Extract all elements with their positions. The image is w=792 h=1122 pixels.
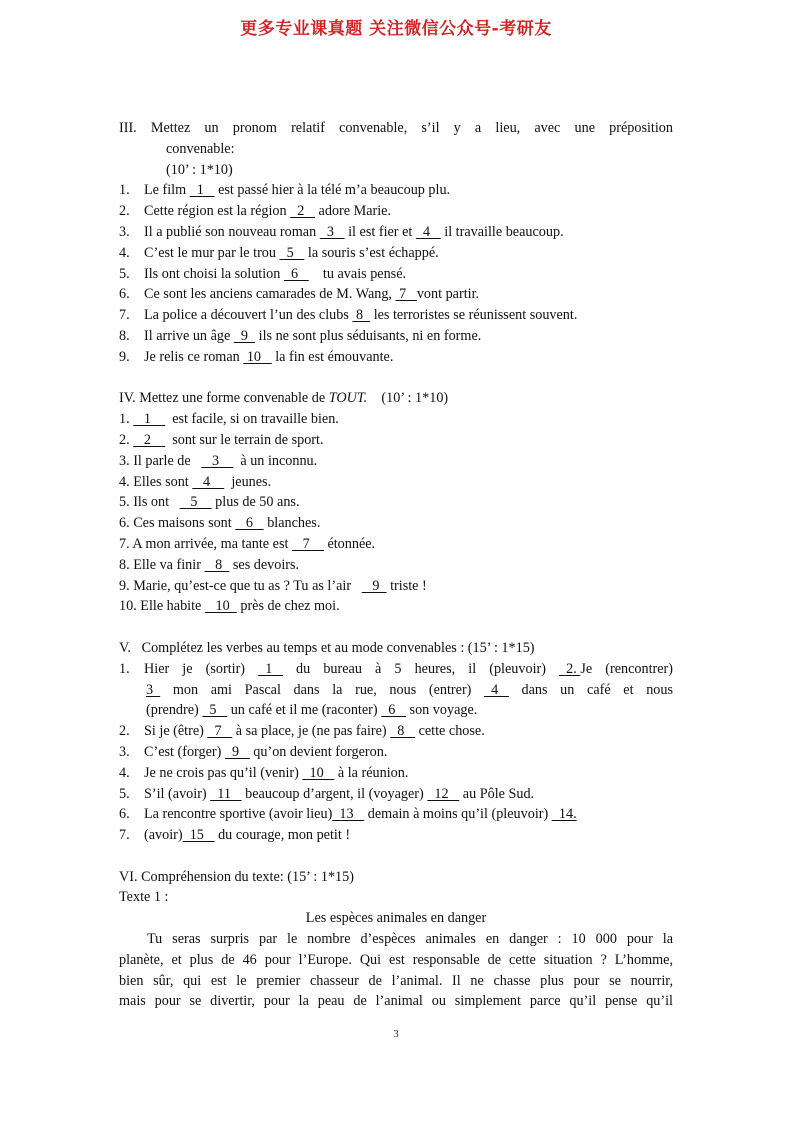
answer-blank[interactable]: 8 <box>390 723 416 740</box>
item-text: Ce sont les anciens camarades de M. Wang, <box>144 286 396 303</box>
exercise-item <box>119 243 673 264</box>
exercise-item <box>119 721 673 742</box>
exercise-item <box>119 305 673 326</box>
answer-blank[interactable]: 11 <box>210 785 242 802</box>
item-number: 9. <box>119 348 130 365</box>
item-text: tu avais pensé. <box>308 265 407 282</box>
exercise-item <box>119 264 673 285</box>
answer-blank[interactable]: 4 <box>484 681 509 698</box>
item-text: A mon arrivée, ma tante est <box>129 535 292 552</box>
item-line <box>119 659 673 680</box>
item-number: 5. <box>119 494 130 511</box>
item-text: plus de 50 ans. <box>211 494 300 511</box>
item-text: C’est (forger) <box>144 743 225 760</box>
answer-blank[interactable]: 9 <box>233 327 256 344</box>
answer-blank[interactable]: 15 <box>182 827 215 844</box>
item-text: Elles sont <box>129 473 193 490</box>
section-3-title-cont: convenable: <box>166 140 235 157</box>
item-text: Je ne crois pas qu’il (venir) <box>144 764 303 781</box>
spacer <box>119 368 673 389</box>
answer-blank[interactable]: 10 <box>302 764 335 781</box>
exercise-item <box>119 409 673 430</box>
item-text: il est fier et <box>344 223 416 240</box>
item-number: 2. <box>119 431 130 448</box>
answer-blank[interactable]: 2. <box>559 660 581 677</box>
item-text: Elle va finir <box>129 556 205 573</box>
item-number: 1. <box>119 182 130 199</box>
exercise-item <box>119 326 673 347</box>
answer-blank[interactable]: 13 <box>332 806 365 823</box>
exercise-item <box>119 784 673 805</box>
item-text: Ils ont choisi la solution <box>144 265 284 282</box>
item-text: ses devoirs. <box>229 556 300 573</box>
exercise-item <box>119 534 673 555</box>
item-number: 7. <box>119 827 130 844</box>
item-number: 4. <box>119 764 130 781</box>
item-number: 4. <box>119 244 130 261</box>
section-4-title <box>119 388 673 409</box>
answer-blank[interactable]: 2 <box>133 431 166 448</box>
answer-blank[interactable]: 1 <box>133 411 166 428</box>
section-4-title-emphasis: TOUT. <box>328 390 368 407</box>
item-number: 5. <box>119 265 130 282</box>
item-text: Elle habite <box>136 598 205 615</box>
exercise-item <box>119 576 673 597</box>
item-number: 8. <box>119 556 130 573</box>
item-text: est facile, si on travaille bien. <box>165 411 339 428</box>
item-number: 5. <box>119 785 130 802</box>
section-6 <box>119 867 673 1013</box>
answer-blank[interactable]: 9 <box>361 577 387 594</box>
exercise-item <box>119 596 673 617</box>
answer-blank[interactable]: 4 <box>415 223 441 240</box>
item-text: son voyage. <box>406 702 478 719</box>
answer-blank[interactable]: 7 <box>207 723 233 740</box>
answer-blank[interactable]: 5 <box>279 244 305 261</box>
item-line <box>119 680 673 701</box>
item-number: 9. <box>119 577 130 594</box>
item-text: blanches. <box>263 515 321 532</box>
item-text: les terroristes se réunissent souvent. <box>370 307 578 324</box>
section-5 <box>119 638 673 846</box>
answer-blank[interactable]: 3 <box>146 681 161 698</box>
exercise-item <box>119 180 673 201</box>
item-number: 3. <box>119 452 130 469</box>
item-text: Je relis ce roman <box>144 348 244 365</box>
item-text: cette chose. <box>415 723 485 740</box>
item-text: Il parle de <box>129 452 202 469</box>
item-text: à sa place, je (ne pas faire) <box>232 723 391 740</box>
answer-blank[interactable]: 4 <box>192 473 225 490</box>
item-text: Marie, qu’est-ce que tu as ? Tu as l’air <box>129 577 362 594</box>
answer-blank[interactable]: 7 <box>395 286 417 303</box>
item-text: Si je (être) <box>144 723 208 740</box>
exercise-item <box>119 201 673 222</box>
item-text: Hier je (sortir) <box>144 660 259 677</box>
answer-blank[interactable]: 6 <box>381 702 406 719</box>
exercise-item <box>119 742 673 763</box>
item-text: C’est le mur par le trou <box>144 244 280 261</box>
answer-blank[interactable]: 7 <box>291 535 324 552</box>
item-text: au Pôle Sud. <box>459 785 535 802</box>
item-text: Le film <box>144 182 190 199</box>
item-number: 2. <box>119 723 130 740</box>
item-number: 1. <box>119 660 130 677</box>
section-3 <box>119 118 673 368</box>
item-text: jeunes. <box>224 473 272 490</box>
item-text: à un inconnu. <box>233 452 318 469</box>
answer-blank[interactable]: 3 <box>319 223 345 240</box>
item-text: Il arrive un âge <box>144 327 234 344</box>
answer-blank[interactable]: 8 <box>352 307 371 324</box>
item-text: du bureau à 5 heures, il (pleuvoir) <box>282 660 560 677</box>
exercise-item <box>119 492 673 513</box>
paragraph-line: planète, et plus de 46 pour l’Europe. Qui est responsable de cette situation ? L’homme, <box>119 951 673 968</box>
spacer <box>119 617 673 638</box>
paragraph-line: mais pour se divertir, pour la peau de l’animal ou simplement parce qu’il pense qu’il <box>119 993 673 1010</box>
item-number: 6. <box>119 515 130 532</box>
paragraph-line: bien sûr, qui est le premier chasseur de l’animal. Il ne chasse plus pour se nourrir, <box>119 972 673 989</box>
item-text: la fin est émouvante. <box>271 348 394 365</box>
answer-blank[interactable]: 5 <box>179 494 212 511</box>
item-text: mon ami Pascal dans la rue, nous (entrer) <box>160 681 485 698</box>
answer-blank[interactable]: 1 <box>189 182 215 199</box>
item-text: est passé hier à la télé m’a beaucoup plu. <box>214 182 451 199</box>
exercise-item <box>119 804 673 825</box>
answer-blank[interactable]: 3 <box>201 452 234 469</box>
item-text: Je (rencontrer) <box>580 660 673 677</box>
exercise-item <box>119 430 673 451</box>
exercise-item <box>119 472 673 493</box>
item-text: S’il (avoir) <box>144 785 211 802</box>
exercise-item <box>119 347 673 368</box>
item-number: 7. <box>119 307 130 324</box>
section-3-title: III. Mettez un pronom relatif convenable, s’il y a lieu, avec une préposition <box>119 120 673 136</box>
answer-blank[interactable]: 8 <box>204 556 230 573</box>
item-text: (prendre) <box>146 702 203 719</box>
exercise-item <box>119 284 673 305</box>
answer-blank[interactable]: 5 <box>202 702 228 719</box>
section-5-title: V. Complétez les verbes au temps et au mode convenables : (15’ : 1*15) <box>119 639 535 656</box>
item-line <box>119 700 673 721</box>
item-number: 4. <box>119 473 130 490</box>
answer-blank[interactable]: 10 <box>204 598 237 615</box>
item-number: 1. <box>119 411 130 428</box>
item-text: triste ! <box>386 577 427 594</box>
item-text: Ces maisons sont <box>129 515 236 532</box>
item-number: 7. <box>119 535 130 552</box>
item-text: Ils ont <box>129 494 180 511</box>
header-banner: 更多专业课真题 关注微信公众号-考研友 <box>240 19 552 39</box>
item-text: La rencontre sportive (avoir lieu) <box>144 806 333 823</box>
text-label: Texte 1 : <box>119 889 169 906</box>
exercise-item <box>119 222 673 243</box>
exercise-item <box>119 451 673 472</box>
item-text: vont partir. <box>416 286 480 303</box>
item-number: 3. <box>119 223 130 240</box>
item-text: beaucoup d’argent, il (voyager) <box>241 785 428 802</box>
section-4-points: (10’ : 1*10) <box>381 390 449 407</box>
page-number: 3 <box>393 1028 399 1040</box>
answer-blank[interactable]: 2 <box>290 203 315 220</box>
item-number: 6. <box>119 806 130 823</box>
item-number: 2. <box>119 203 130 220</box>
answer-blank[interactable]: 6 <box>283 265 309 282</box>
section-4 <box>119 388 673 617</box>
item-text: Cette région est la région <box>144 203 291 220</box>
exercise-item <box>119 825 673 846</box>
item-text: à la réunion. <box>334 764 409 781</box>
item-number: 10. <box>119 598 137 615</box>
text-title: Les espèces animales en danger <box>305 910 487 927</box>
spacer <box>119 846 673 867</box>
item-number: 6. <box>119 286 130 303</box>
item-number: 8. <box>119 327 130 344</box>
answer-blank[interactable]: 9 <box>224 743 250 760</box>
exercise-item <box>119 763 673 784</box>
answer-blank[interactable]: 1 <box>258 660 283 677</box>
answer-blank[interactable]: 12 <box>427 785 460 802</box>
item-text: la souris s’est échappé. <box>304 244 439 261</box>
exercise-item <box>119 659 673 721</box>
item-text: adore Marie. <box>315 203 392 220</box>
item-text: (avoir) <box>144 827 183 844</box>
exercise-item <box>119 513 673 534</box>
item-text: demain à moins qu’il (pleuvoir) <box>364 806 552 823</box>
item-text: du courage, mon petit ! <box>214 827 351 844</box>
item-text: qu’on devient forgeron. <box>249 743 388 760</box>
item-text: dans un café et nous <box>508 681 673 698</box>
item-text: il travaille beaucoup. <box>440 223 564 240</box>
item-text: étonnée. <box>323 535 376 552</box>
item-text: sont sur le terrain de sport. <box>165 431 324 448</box>
item-text: près de chez moi. <box>236 598 340 615</box>
answer-blank[interactable]: 10 <box>243 348 272 365</box>
answer-blank[interactable]: 6 <box>235 515 264 532</box>
section-4-title-text: IV. Mettez une forme convenable de <box>119 390 329 407</box>
paragraph-line: Tu seras surpris par le nombre d’espèces animales en danger : 10 000 pour la <box>147 931 673 948</box>
item-text: ils ne sont plus séduisants, ni en forme. <box>255 327 482 344</box>
item-text: Il a publié son nouveau roman <box>144 223 320 240</box>
item-number: 3. <box>119 743 130 760</box>
exam-page-content <box>119 118 673 1012</box>
section-3-points: (10’ : 1*10) <box>166 161 233 178</box>
item-text: La police a découvert l’un des clubs <box>144 307 353 324</box>
section-6-title: VI. Compréhension du texte: (15’ : 1*15) <box>119 868 354 885</box>
exercise-item <box>119 555 673 576</box>
item-text: un café et il me (raconter) <box>227 702 382 719</box>
answer-blank[interactable]: 14. <box>551 806 577 823</box>
